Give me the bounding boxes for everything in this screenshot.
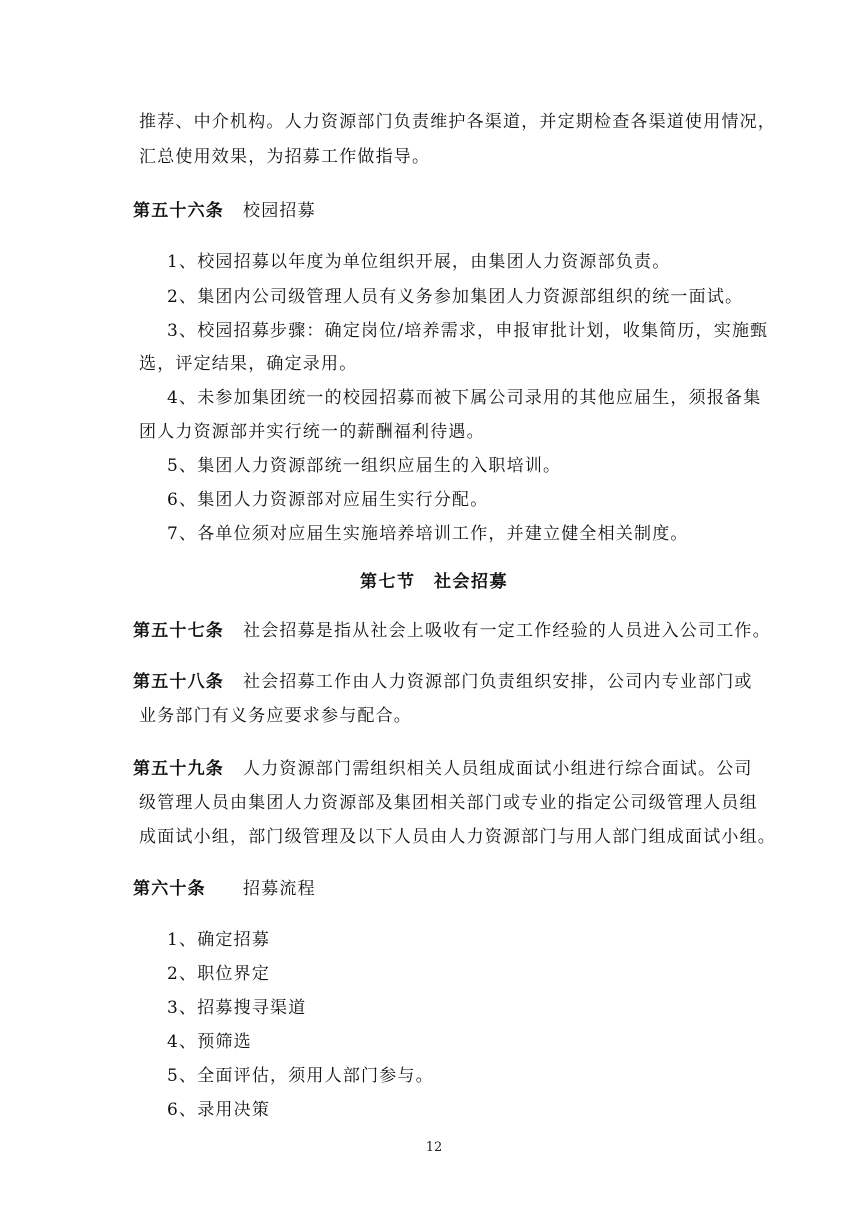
page-number: 12	[425, 1140, 443, 1155]
list-item: 5、全面评估，须用人部门参与。	[167, 1066, 434, 1086]
article-number: 第五十六条	[133, 201, 224, 221]
article-number: 第五十八条	[133, 672, 224, 692]
list-item-continuation: 选，评定结果，确定录用。	[139, 354, 358, 374]
article-number: 第五十九条	[133, 759, 224, 779]
article-text: 社会招募是指从社会上吸收有一定工作经验的人员进入公司工作。	[243, 621, 771, 641]
list-item: 6、集团人力资源部对应届生实行分配。	[167, 490, 489, 510]
section-title: 第七节 社会招募	[360, 572, 508, 592]
list-item: 1、确定招募	[167, 930, 271, 950]
list-item: 4、未参加集团统一的校园招募而被下属公司录用的其他应届生，须报备集	[167, 388, 762, 408]
list-item: 5、集团人力资源部统一组织应届生的入职培训。	[167, 456, 562, 476]
article-number: 第五十七条	[133, 621, 224, 641]
list-item: 3、招募搜寻渠道	[167, 998, 307, 1018]
paragraph-line: 推荐、中介机构。人力资源部门负责维护各渠道，并定期检查各渠道使用情况，	[139, 112, 776, 132]
article-text-continuation: 成面试小组，部门级管理及以下人员由人力资源部门与用人部门组成面试小组。	[139, 827, 776, 847]
article-text: 人力资源部门需组织相关人员组成面试小组进行综合面试。公司	[243, 759, 753, 779]
list-item: 7、各单位须对应届生实施培养培训工作，并建立健全相关制度。	[167, 524, 689, 544]
article-text-continuation: 级管理人员由集团人力资源部及集团相关部门或专业的指定公司级管理人员组	[139, 793, 758, 813]
list-item: 2、集团内公司级管理人员有义务参加集团人力资源部组织的统一面试。	[167, 287, 744, 307]
article-title: 校园招募	[243, 201, 316, 221]
list-item: 6、录用决策	[167, 1100, 271, 1120]
article-title: 招募流程	[243, 879, 316, 899]
article-text: 社会招募工作由人力资源部门负责组织安排，公司内专业部门或	[243, 672, 753, 692]
paragraph-line: 汇总使用效果，为招募工作做指导。	[139, 147, 431, 167]
list-item: 1、校园招募以年度为单位组织开展，由集团人力资源部负责。	[167, 252, 671, 272]
list-item: 2、职位界定	[167, 964, 271, 984]
list-item-continuation: 团人力资源部并实行统一的薪酬福利待遇。	[139, 422, 485, 442]
article-number: 第六十条	[133, 879, 206, 899]
list-item: 3、校园招募步骤：确定岗位/培养需求，申报审批计划，收集简历，实施甄	[167, 321, 769, 341]
list-item: 4、预筛选	[167, 1032, 252, 1052]
article-text-continuation: 业务部门有义务应要求参与配合。	[139, 706, 412, 726]
